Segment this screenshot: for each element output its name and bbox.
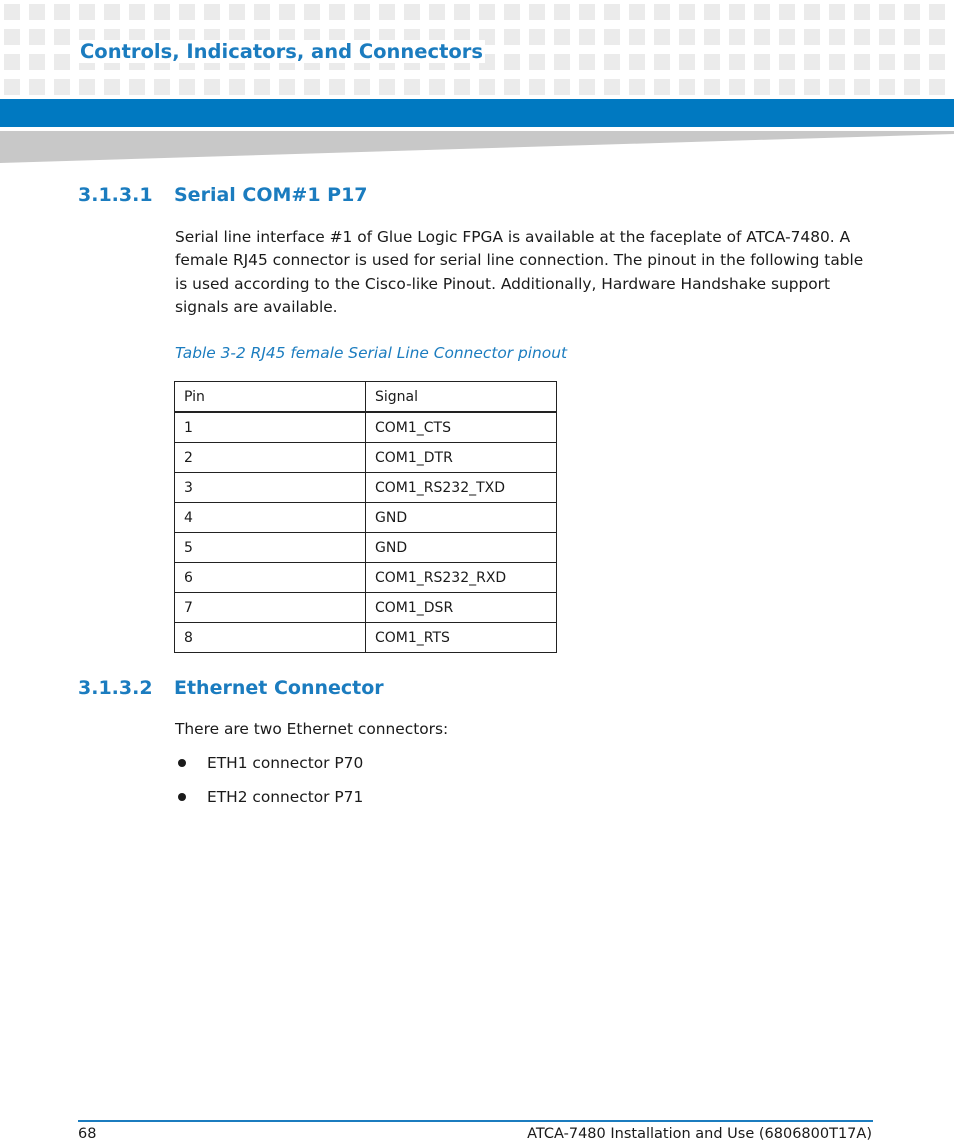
grid-square [679,29,695,45]
grid-square [729,4,745,20]
list-item [175,786,363,820]
grid-square [854,4,870,20]
grid-square [779,54,795,70]
grid-square [554,29,570,45]
grid-square [579,79,595,95]
grid-square [554,54,570,70]
grid-square [654,29,670,45]
grid-square [329,4,345,20]
table-row [175,443,557,473]
table-row [175,473,557,503]
grid-square [629,29,645,45]
grid-square [79,4,95,20]
grid-square [29,79,45,95]
grid-square [804,4,820,20]
grid-square [679,54,695,70]
grid-square [854,54,870,70]
grid-square [804,29,820,45]
grid-square [4,4,20,20]
grid-square [54,4,70,20]
pin-cell: 7 [175,593,366,623]
grid-square [629,79,645,95]
grid-square [204,4,220,20]
grid-square [529,4,545,20]
grid-square [104,4,120,20]
footer-doc-title: ATCA-7480 Installation and Use (6806800T17A) [527,1126,872,1142]
signal-cell: GND [366,503,557,533]
grid-square [654,54,670,70]
section-number: 3.1.3.1 [78,184,153,206]
bullet-icon [178,793,186,801]
grid-square [729,79,745,95]
grid-square [654,79,670,95]
grid-square [354,79,370,95]
grid-square [254,79,270,95]
grid-square [604,29,620,45]
chapter-title: Controls, Indicators, and Connectors [80,40,484,63]
grid-square [29,54,45,70]
grid-square [504,79,520,95]
grid-square [504,54,520,70]
grid-square [929,79,945,95]
header-blue-band [0,99,954,127]
table-row [175,412,557,443]
grid-square [854,29,870,45]
grid-square [54,79,70,95]
signal-cell: COM1_RS232_TXD [366,473,557,503]
grid-square [604,4,620,20]
grid-square [279,79,295,95]
grid-square [529,29,545,45]
grid-square [879,4,895,20]
grid-square [829,4,845,20]
grid-square [704,54,720,70]
section-heading-ethernet [78,677,384,699]
grid-square [29,29,45,45]
bullet-icon [178,759,186,767]
grid-square [54,29,70,45]
grid-square [29,4,45,20]
grid-square [529,54,545,70]
grid-square [229,79,245,95]
grid-square [754,29,770,45]
grid-square [704,29,720,45]
ethernet-intro: There are two Ethernet connectors: [175,720,449,738]
signal-cell: COM1_DSR [366,593,557,623]
grid-square [379,4,395,20]
signal-cell: COM1_RS232_RXD [366,563,557,593]
grid-square [704,4,720,20]
grid-square [829,79,845,95]
grid-square [904,29,920,45]
grid-square [679,79,695,95]
grid-square [804,79,820,95]
grid-square [904,54,920,70]
grid-square [404,79,420,95]
table-row [175,533,557,563]
grid-square [454,79,470,95]
grid-square [429,4,445,20]
list-item [175,752,363,786]
table-caption: Table 3-2 RJ45 female Serial Line Connector pinout [175,344,567,362]
table-row [175,593,557,623]
pin-cell: 5 [175,533,366,563]
grid-square [879,79,895,95]
grid-square [304,4,320,20]
grid-square [204,79,220,95]
grid-square [754,79,770,95]
signal-cell: COM1_CTS [366,412,557,443]
grid-square [104,79,120,95]
table-row [175,503,557,533]
grid-square [404,4,420,20]
signal-cell: COM1_RTS [366,623,557,653]
grid-square [704,79,720,95]
grid-square [929,54,945,70]
grid-square [304,79,320,95]
list-item-text: ETH1 connector P70 [207,754,364,772]
grid-square [604,54,620,70]
grid-square [179,79,195,95]
grid-square [479,79,495,95]
grid-square [779,29,795,45]
grid-square [879,29,895,45]
grid-square [229,4,245,20]
table-row [175,563,557,593]
grid-square [929,4,945,20]
page-number: 68 [78,1126,97,1142]
pinout-table [174,381,557,653]
pin-cell: 4 [175,503,366,533]
grid-square [354,4,370,20]
grid-square [554,79,570,95]
grid-square [479,4,495,20]
signal-cell: GND [366,533,557,563]
grid-square [729,29,745,45]
grid-square [754,54,770,70]
grid-square [504,4,520,20]
grid-square [429,79,445,95]
grid-square [579,4,595,20]
pin-cell: 6 [175,563,366,593]
table-header-row [175,382,557,413]
grid-square [329,79,345,95]
pin-cell: 2 [175,443,366,473]
grid-square [604,79,620,95]
grid-square [254,4,270,20]
signal-cell: COM1_DTR [366,443,557,473]
section-heading-serial [78,184,368,206]
grid-square [54,54,70,70]
grid-square [379,79,395,95]
grid-square [829,54,845,70]
grid-square [4,54,20,70]
column-header-signal: Signal [366,382,557,413]
table-row [175,623,557,653]
grid-square [904,79,920,95]
grid-square [879,54,895,70]
serial-description: Serial line interface #1 of Glue Logic FPGA is available at the faceplate of ATCA-7480. A female RJ45 connector is used for serial line connection. The pinout in the following table is used according to the Cisco-like Pinout. Additionally, Hardware Handshake support signals are available. [175,228,864,317]
grid-square [729,54,745,70]
grid-square [279,4,295,20]
grid-square [179,4,195,20]
grid-square [779,4,795,20]
grid-square [154,79,170,95]
grid-square [579,54,595,70]
header-gray-swoosh [0,131,954,163]
grid-square [129,4,145,20]
grid-square [679,4,695,20]
grid-square [629,54,645,70]
grid-square [854,79,870,95]
pin-cell: 8 [175,623,366,653]
section-title: Ethernet Connector [174,677,384,699]
grid-square [654,4,670,20]
grid-square [4,79,20,95]
grid-square [454,4,470,20]
grid-square [779,79,795,95]
grid-square [829,29,845,45]
ethernet-connector-list [175,752,363,820]
grid-square [579,29,595,45]
section-number: 3.1.3.2 [78,677,153,699]
pin-cell: 1 [175,412,366,443]
grid-square [754,4,770,20]
grid-square [554,4,570,20]
section-title: Serial COM#1 P17 [174,184,368,206]
grid-square [904,4,920,20]
grid-square [504,29,520,45]
pin-cell: 3 [175,473,366,503]
grid-square [804,54,820,70]
list-item-text: ETH2 connector P71 [207,788,364,806]
grid-square [529,79,545,95]
grid-square [929,29,945,45]
grid-square [129,79,145,95]
footer-rule [78,1120,873,1122]
grid-square [79,79,95,95]
grid-square [629,4,645,20]
grid-square [154,4,170,20]
grid-square [4,29,20,45]
column-header-pin: Pin [175,382,366,413]
